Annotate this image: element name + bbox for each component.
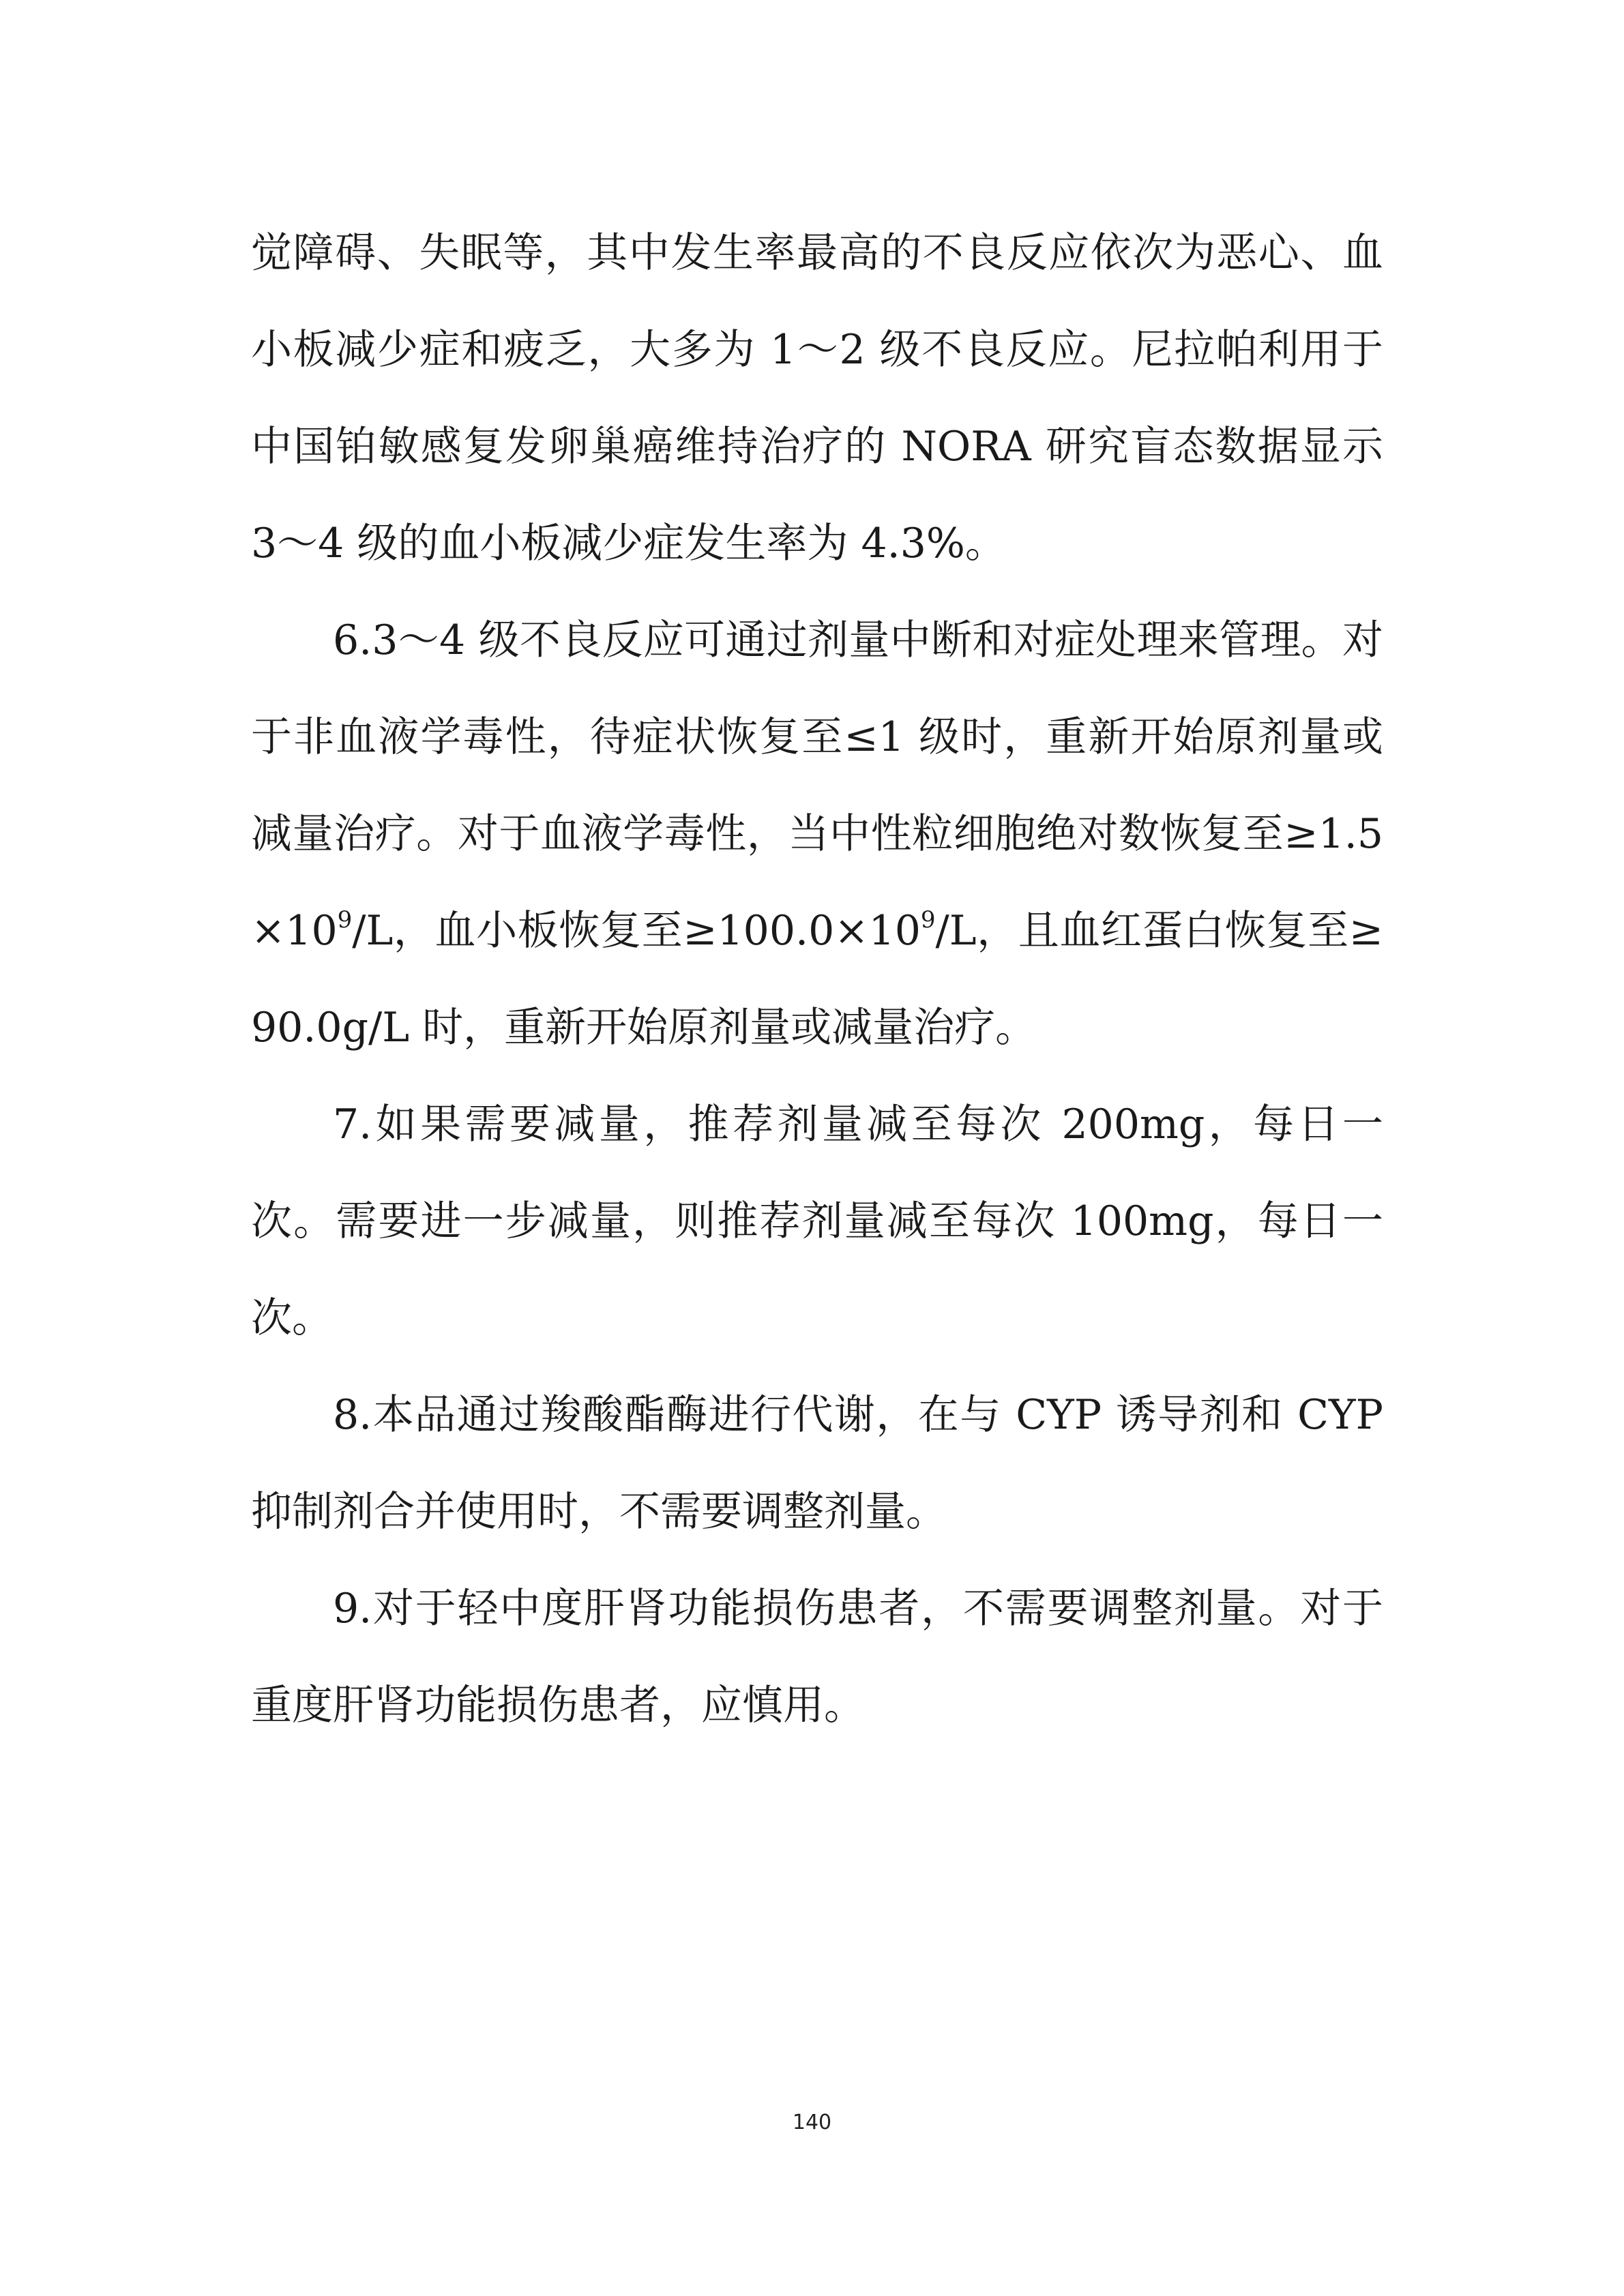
item-6-text-c: /L，且血红蛋白恢复至≥90.0g/L 时，重新开始原剂量或减量治疗。: [251, 907, 1383, 1052]
paragraph-item-8: 8.本品通过羧酸酯酶进行代谢，在与 CYP 诱导剂和 CYP 抑制剂合并使用时，不需要调整剂量。: [251, 1391, 1383, 1536]
item-6-text-b: /L，血小板恢复至≥100.0×10: [352, 907, 921, 955]
superscript-exponent: 9: [337, 906, 353, 934]
paragraph-item-7: 7.如果需要减量，推荐剂量减至每次 200mg，每日一次。需要进一步减量，则推荐剂量减至每次 100mg，每日一次。: [251, 1101, 1383, 1342]
body-text: [251, 205, 1383, 1754]
paragraph-continued: 觉障碍、失眠等，其中发生率最高的不良反应依次为恶心、血小板减少症和疲乏，大多为 1～2 级不良反应。尼拉帕利用于中国铂敏感复发卵巢癌维持治疗的 NORA 研究盲态数据显示 3～4 级的血小板减少症发生率为 4.3%。: [251, 229, 1383, 567]
superscript-exponent: 9: [920, 906, 936, 934]
item-6-text-a: 6.3～4 级不良反应可通过剂量中断和对症处理来管理。对于非血液学毒性，待症状恢复至≤1 级时，重新开始原剂量或减量治疗。对于血液学毒性，当中性粒细胞绝对数恢复至≥1.5×10: [251, 616, 1383, 955]
paragraph-item-6: [251, 592, 1383, 1076]
page-number: 140: [792, 2111, 832, 2134]
paragraph-item-9: 9.对于轻中度肝肾功能损伤患者，不需要调整剂量。对于重度肝肾功能损伤患者，应慎用。: [251, 1585, 1383, 1729]
